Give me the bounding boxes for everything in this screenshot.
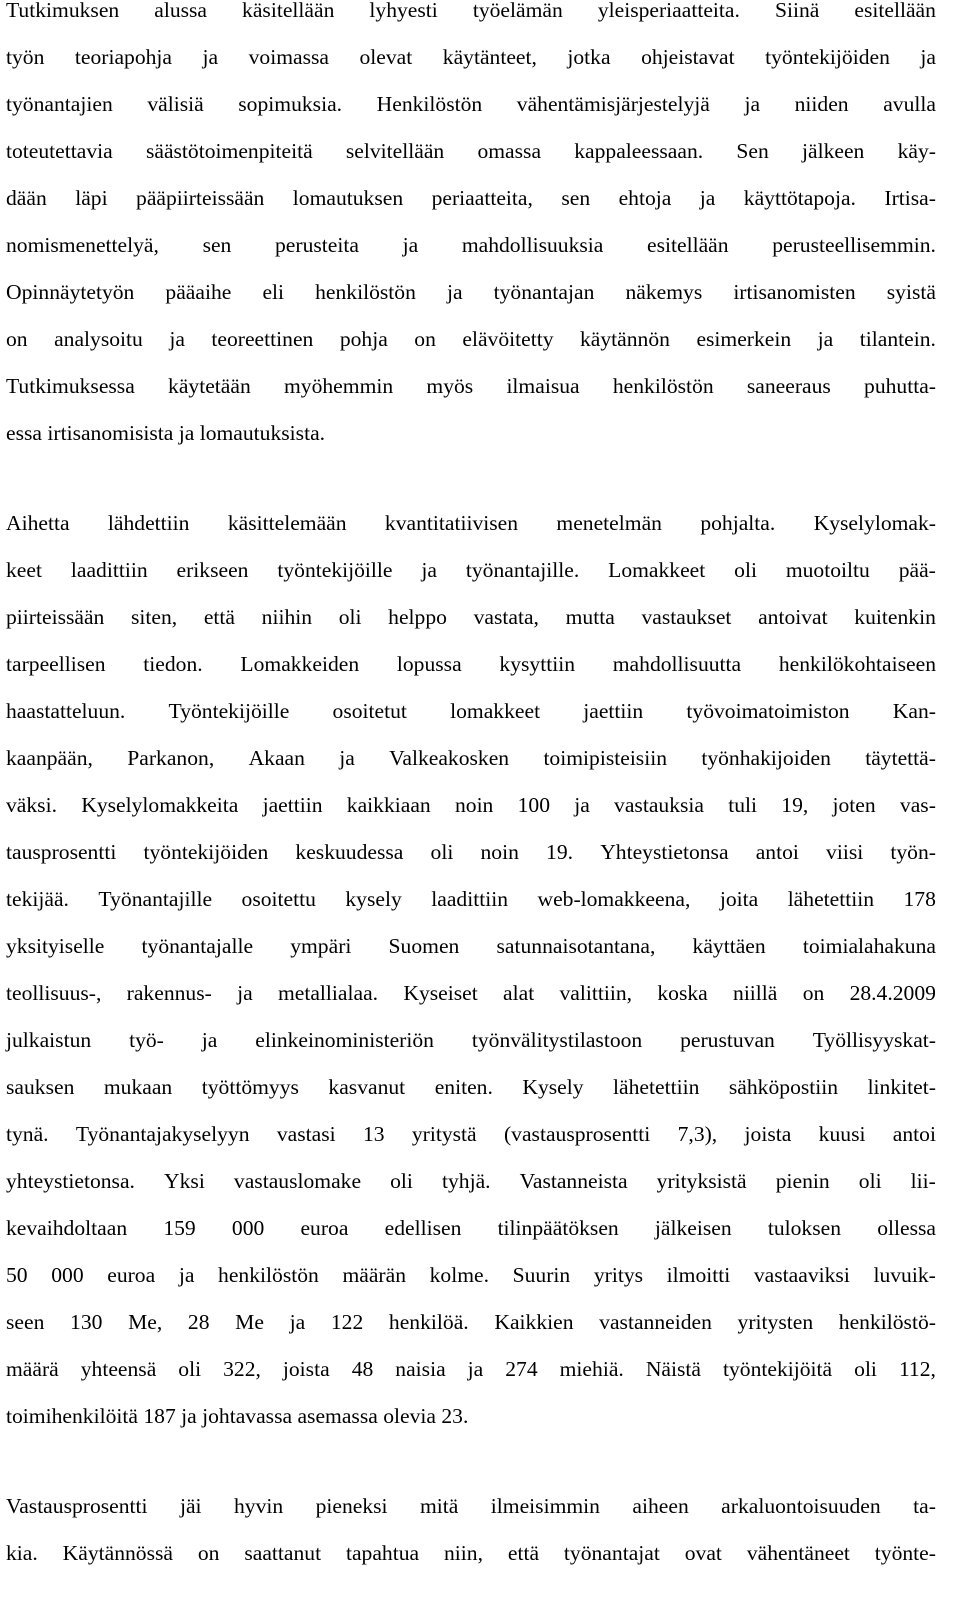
text-line: dään läpi pääpiirteissään lomautuksen periaatteita, sen ehtoja ja käyttötapoja. Irtisa- xyxy=(6,186,936,210)
text-line: on analysoitu ja teoreettinen pohja on elävöitetty käytännön esimerkein ja tilantein. xyxy=(6,327,936,351)
text-line: Vastausprosentti jäi hyvin pieneksi mitä ilmeisimmin aiheen arkaluontoisuuden ta- xyxy=(6,1494,936,1518)
text-line: toteutettavia säästötoimenpiteitä selvitellään omassa kappaleessaan. Sen jälkeen käy- xyxy=(6,139,936,163)
text-line: 50 000 euroa ja henkilöstön määrän kolme. Suurin yritys ilmoitti vastaaviksi luvuik- xyxy=(6,1263,936,1287)
text-line: kia. Käytännössä on saattanut tapahtua niin, että työnantajat ovat vähentäneet työnte- xyxy=(6,1541,936,1565)
text-line: työnantajien välisiä sopimuksia. Henkilöstön vähentämisjärjestelyjä ja niiden avulla xyxy=(6,92,936,116)
text-line: keet laadittiin erikseen työntekijöille ja työnantajille. Lomakkeet oli muotoiltu pää- xyxy=(6,558,936,582)
text-line: julkaistun työ- ja elinkeinoministeriön työnvälitystilastoon perustuvan Työllisyyskat- xyxy=(6,1028,936,1052)
text-line: teollisuus-, rakennus- ja metallialaa. Kyseiset alat valittiin, koska niillä on 28.4.2009 xyxy=(6,981,936,1005)
text-line: sauksen mukaan työttömyys kasvanut eniten. Kysely lähetettiin sähköpostiin linkitet- xyxy=(6,1075,936,1099)
text-line: Aihetta lähdettiin käsittelemään kvantitatiivisen menetelmän pohjalta. Kyselylomak- xyxy=(6,511,936,535)
text-line: yhteystietonsa. Yksi vastauslomake oli tyhjä. Vastanneista yrityksistä pienin oli lii- xyxy=(6,1169,936,1193)
text-line: tarpeellisen tiedon. Lomakkeiden lopussa kysyttiin mahdollisuutta henkilökohtaiseen xyxy=(6,652,936,676)
text-line: nomismenettelyä, sen perusteita ja mahdollisuuksia esitellään perusteellisemmin. xyxy=(6,233,936,257)
text-line: piirteissään siten, että niihin oli helppo vastata, mutta vastaukset antoivat kuitenkin xyxy=(6,605,936,629)
text-line: määrä yhteensä oli 322, joista 48 naisia ja 274 miehiä. Näistä työntekijöitä oli 112, xyxy=(6,1357,936,1381)
text-line: essa irtisanomisista ja lomautuksista. xyxy=(6,421,326,445)
text-line: Opinnäytetyön pääaihe eli henkilöstön ja työnantajan näkemys irtisanomisten syistä xyxy=(6,280,936,304)
text-line: työn teoriapohja ja voimassa olevat käytänteet, jotka ohjeistavat työntekijöiden ja xyxy=(6,45,936,69)
text-line: tekijää. Työnantajille osoitettu kysely laadittiin web-lomakkeena, joita lähetettiin 178 xyxy=(6,887,936,911)
text-line: Tutkimuksessa käytetään myöhemmin myös ilmaisua henkilöstön saneeraus puhutta- xyxy=(6,374,936,398)
text-line: toimihenkilöitä 187 ja johtavassa asemassa olevia 23. xyxy=(6,1404,469,1428)
text-line: kaanpään, Parkanon, Akaan ja Valkeakosken toimipisteisiin työnhakijoiden täytettä- xyxy=(6,746,936,770)
text-line: tynä. Työnantajakyselyyn vastasi 13 yritystä (vastausprosentti 7,3), joista kuusi antoi xyxy=(6,1122,936,1146)
text-line: kevaihdoltaan 159 000 euroa edellisen tilinpäätöksen jälkeisen tuloksen ollessa xyxy=(6,1216,936,1240)
text-line: Tutkimuksen alussa käsitellään lyhyesti työelämän yleisperiaatteita. Siinä esitellään xyxy=(6,0,936,22)
text-line: tausprosentti työntekijöiden keskuudessa oli noin 19. Yhteystietonsa antoi viisi työn- xyxy=(6,840,936,864)
text-line: väksi. Kyselylomakkeita jaettiin kaikkiaan noin 100 ja vastauksia tuli 19, joten vas- xyxy=(6,793,936,817)
text-line: haastatteluun. Työntekijöille osoitetut lomakkeet jaettiin työvoimatoimiston Kan- xyxy=(6,699,936,723)
text-line: yksityiselle työnantajalle ympäri Suomen satunnaisotantana, käyttäen toimialahakuna xyxy=(6,934,936,958)
text-line: seen 130 Me, 28 Me ja 122 henkilöä. Kaikkien vastanneiden yritysten henkilöstö- xyxy=(6,1310,936,1334)
